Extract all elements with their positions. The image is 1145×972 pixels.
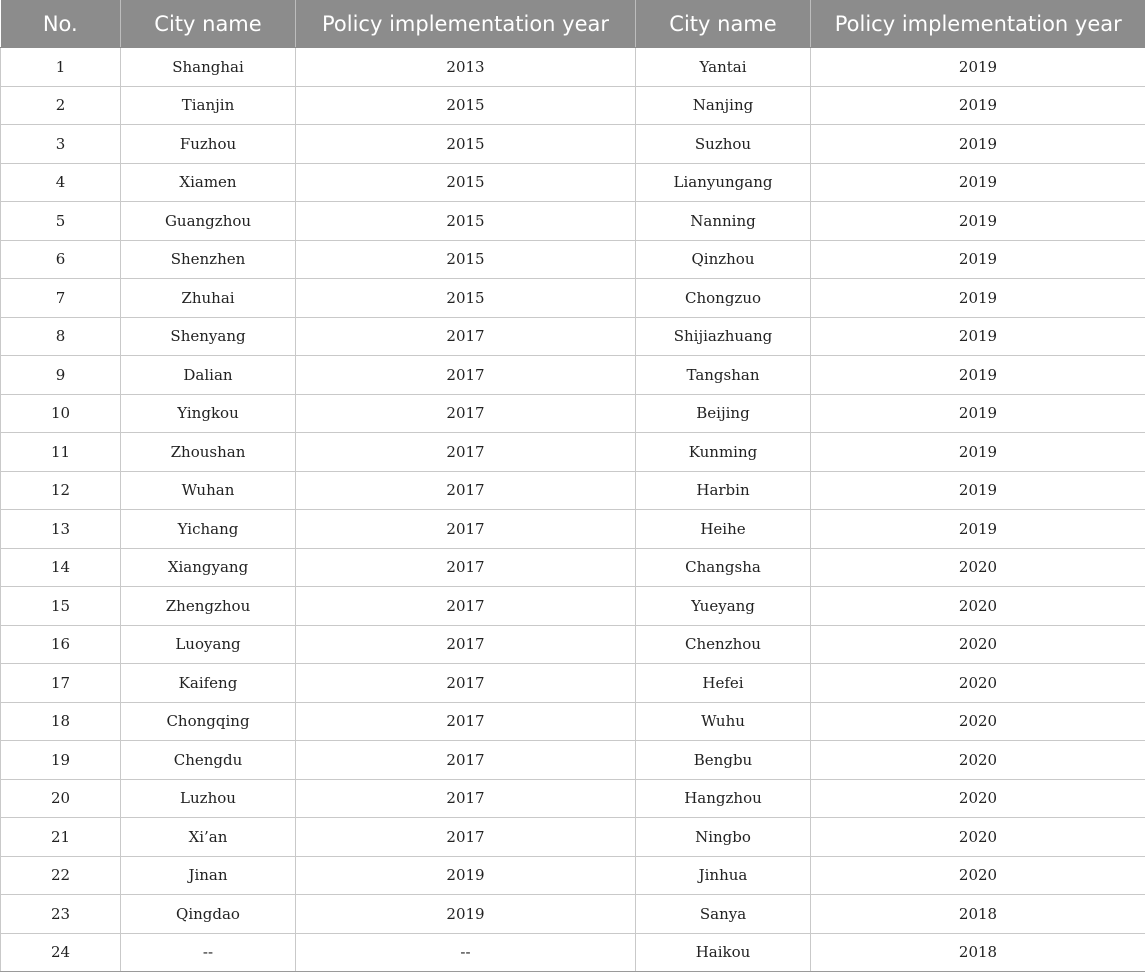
table-row — [1, 471, 1145, 510]
cell-no: 24 — [1, 933, 121, 972]
cell-policy-year-1: 2015 — [296, 240, 636, 279]
table-row — [1, 895, 1145, 934]
table-row — [1, 240, 1145, 279]
cell-policy-year-1: 2017 — [296, 779, 636, 818]
cell-city-name-1: Xi’an — [121, 818, 296, 857]
cell-no: 12 — [1, 471, 121, 510]
cell-policy-year-1: 2015 — [296, 125, 636, 164]
cell-city-name-1: Kaifeng — [121, 664, 296, 703]
cell-city-name-2: Hangzhou — [636, 779, 811, 818]
cell-policy-year-2: 2019 — [811, 163, 1145, 202]
cell-city-name-2: Lianyungang — [636, 163, 811, 202]
cell-no: 4 — [1, 163, 121, 202]
cell-city-name-1: Shanghai — [121, 48, 296, 87]
table-row — [1, 317, 1145, 356]
cell-policy-year-1: 2017 — [296, 702, 636, 741]
table-row — [1, 587, 1145, 626]
cell-city-name-1: Xiangyang — [121, 548, 296, 587]
cell-policy-year-1: 2017 — [296, 664, 636, 703]
cell-city-name-2: Haikou — [636, 933, 811, 972]
cell-policy-year-2: 2020 — [811, 856, 1145, 895]
cell-city-name-1: Jinan — [121, 856, 296, 895]
cell-no: 11 — [1, 433, 121, 472]
cell-policy-year-1: 2019 — [296, 856, 636, 895]
cell-no: 14 — [1, 548, 121, 587]
cell-city-name-2: Bengbu — [636, 741, 811, 780]
cell-city-name-1: -- — [121, 933, 296, 972]
cell-no: 18 — [1, 702, 121, 741]
cell-policy-year-2: 2019 — [811, 510, 1145, 549]
cell-city-name-1: Fuzhou — [121, 125, 296, 164]
cell-city-name-2: Yueyang — [636, 587, 811, 626]
cell-no: 2 — [1, 86, 121, 125]
cell-city-name-1: Shenzhen — [121, 240, 296, 279]
cell-no: 17 — [1, 664, 121, 703]
cell-policy-year-1: 2017 — [296, 548, 636, 587]
cell-city-name-2: Sanya — [636, 895, 811, 934]
header-row — [1, 0, 1145, 48]
cell-city-name-2: Heihe — [636, 510, 811, 549]
cell-city-name-2: Nanning — [636, 202, 811, 241]
table-row — [1, 125, 1145, 164]
cell-policy-year-1: 2013 — [296, 48, 636, 87]
cell-policy-year-1: 2017 — [296, 356, 636, 395]
table-row — [1, 394, 1145, 433]
cell-city-name-1: Dalian — [121, 356, 296, 395]
cell-policy-year-1: 2015 — [296, 86, 636, 125]
cell-city-name-1: Zhoushan — [121, 433, 296, 472]
cell-policy-year-1: 2017 — [296, 625, 636, 664]
table-row — [1, 48, 1145, 87]
cell-city-name-1: Tianjin — [121, 86, 296, 125]
cell-policy-year-2: 2019 — [811, 279, 1145, 318]
cell-no: 22 — [1, 856, 121, 895]
cell-policy-year-2: 2019 — [811, 240, 1145, 279]
cell-city-name-2: Wuhu — [636, 702, 811, 741]
cell-no: 19 — [1, 741, 121, 780]
cell-policy-year-2: 2019 — [811, 86, 1145, 125]
table-row — [1, 779, 1145, 818]
table-row — [1, 548, 1145, 587]
cell-policy-year-1: 2017 — [296, 433, 636, 472]
cell-city-name-2: Jinhua — [636, 856, 811, 895]
cell-policy-year-1: 2017 — [296, 587, 636, 626]
table-row — [1, 933, 1145, 972]
table-row — [1, 625, 1145, 664]
table-row — [1, 856, 1145, 895]
cell-no: 1 — [1, 48, 121, 87]
cell-city-name-2: Kunming — [636, 433, 811, 472]
cell-city-name-2: Beijing — [636, 394, 811, 433]
cell-city-name-1: Luzhou — [121, 779, 296, 818]
table-row — [1, 664, 1145, 703]
cell-policy-year-1: 2017 — [296, 741, 636, 780]
table-row — [1, 356, 1145, 395]
cell-policy-year-2: 2020 — [811, 548, 1145, 587]
cell-city-name-1: Zhengzhou — [121, 587, 296, 626]
cell-policy-year-2: 2019 — [811, 48, 1145, 87]
cell-policy-year-2: 2018 — [811, 895, 1145, 934]
cell-city-name-2: Nanjing — [636, 86, 811, 125]
cell-policy-year-2: 2020 — [811, 818, 1145, 857]
table-row — [1, 279, 1145, 318]
cell-city-name-2: Suzhou — [636, 125, 811, 164]
cell-no: 6 — [1, 240, 121, 279]
cell-policy-year-1: 2019 — [296, 895, 636, 934]
cell-policy-year-1: 2015 — [296, 202, 636, 241]
cell-policy-year-2: 2019 — [811, 356, 1145, 395]
cell-city-name-2: Shijiazhuang — [636, 317, 811, 356]
table-row — [1, 433, 1145, 472]
header-city-name-1: City name — [121, 0, 296, 48]
cell-no: 8 — [1, 317, 121, 356]
cell-no: 15 — [1, 587, 121, 626]
cell-city-name-1: Zhuhai — [121, 279, 296, 318]
cell-city-name-2: Ningbo — [636, 818, 811, 857]
table-row — [1, 163, 1145, 202]
header-policy-year-1: Policy implementation year — [296, 0, 636, 48]
cell-no: 13 — [1, 510, 121, 549]
cell-no: 9 — [1, 356, 121, 395]
header-policy-year-2: Policy implementation year — [811, 0, 1145, 48]
cell-no: 3 — [1, 125, 121, 164]
cell-policy-year-2: 2020 — [811, 664, 1145, 703]
cell-policy-year-2: 2019 — [811, 433, 1145, 472]
cell-policy-year-2: 2020 — [811, 779, 1145, 818]
cell-city-name-1: Guangzhou — [121, 202, 296, 241]
table-body — [1, 48, 1145, 972]
cell-city-name-1: Chongqing — [121, 702, 296, 741]
cell-no: 16 — [1, 625, 121, 664]
cell-city-name-1: Shenyang — [121, 317, 296, 356]
cell-city-name-2: Changsha — [636, 548, 811, 587]
cell-city-name-1: Chengdu — [121, 741, 296, 780]
table-row — [1, 202, 1145, 241]
cell-policy-year-2: 2019 — [811, 394, 1145, 433]
cell-city-name-2: Yantai — [636, 48, 811, 87]
cell-policy-year-1: 2017 — [296, 394, 636, 433]
cell-policy-year-1: 2015 — [296, 279, 636, 318]
cell-city-name-1: Yichang — [121, 510, 296, 549]
cell-no: 20 — [1, 779, 121, 818]
cell-policy-year-2: 2020 — [811, 702, 1145, 741]
table-header — [1, 0, 1145, 48]
cell-city-name-2: Chenzhou — [636, 625, 811, 664]
cell-policy-year-1: -- — [296, 933, 636, 972]
cell-no: 10 — [1, 394, 121, 433]
cell-policy-year-2: 2019 — [811, 317, 1145, 356]
cell-policy-year-2: 2018 — [811, 933, 1145, 972]
cell-policy-year-2: 2019 — [811, 471, 1145, 510]
table-row — [1, 818, 1145, 857]
table-row — [1, 86, 1145, 125]
header-no: No. — [1, 0, 121, 48]
table-row — [1, 510, 1145, 549]
cell-policy-year-1: 2015 — [296, 163, 636, 202]
cell-city-name-2: Harbin — [636, 471, 811, 510]
cell-policy-year-1: 2017 — [296, 317, 636, 356]
cell-no: 21 — [1, 818, 121, 857]
cell-city-name-2: Hefei — [636, 664, 811, 703]
table-row — [1, 741, 1145, 780]
cell-policy-year-2: 2020 — [811, 587, 1145, 626]
cell-policy-year-2: 2020 — [811, 741, 1145, 780]
cell-policy-year-2: 2019 — [811, 125, 1145, 164]
cell-city-name-2: Tangshan — [636, 356, 811, 395]
cell-no: 23 — [1, 895, 121, 934]
cell-policy-year-2: 2020 — [811, 625, 1145, 664]
cell-policy-year-1: 2017 — [296, 471, 636, 510]
cell-policy-year-1: 2017 — [296, 818, 636, 857]
cell-city-name-1: Yingkou — [121, 394, 296, 433]
table-row — [1, 702, 1145, 741]
cell-city-name-1: Wuhan — [121, 471, 296, 510]
cell-city-name-2: Chongzuo — [636, 279, 811, 318]
cell-city-name-1: Qingdao — [121, 895, 296, 934]
cell-city-name-2: Qinzhou — [636, 240, 811, 279]
cell-city-name-1: Luoyang — [121, 625, 296, 664]
cell-no: 5 — [1, 202, 121, 241]
cell-policy-year-1: 2017 — [296, 510, 636, 549]
cell-policy-year-2: 2019 — [811, 202, 1145, 241]
header-city-name-2: City name — [636, 0, 811, 48]
cell-no: 7 — [1, 279, 121, 318]
cell-city-name-1: Xiamen — [121, 163, 296, 202]
